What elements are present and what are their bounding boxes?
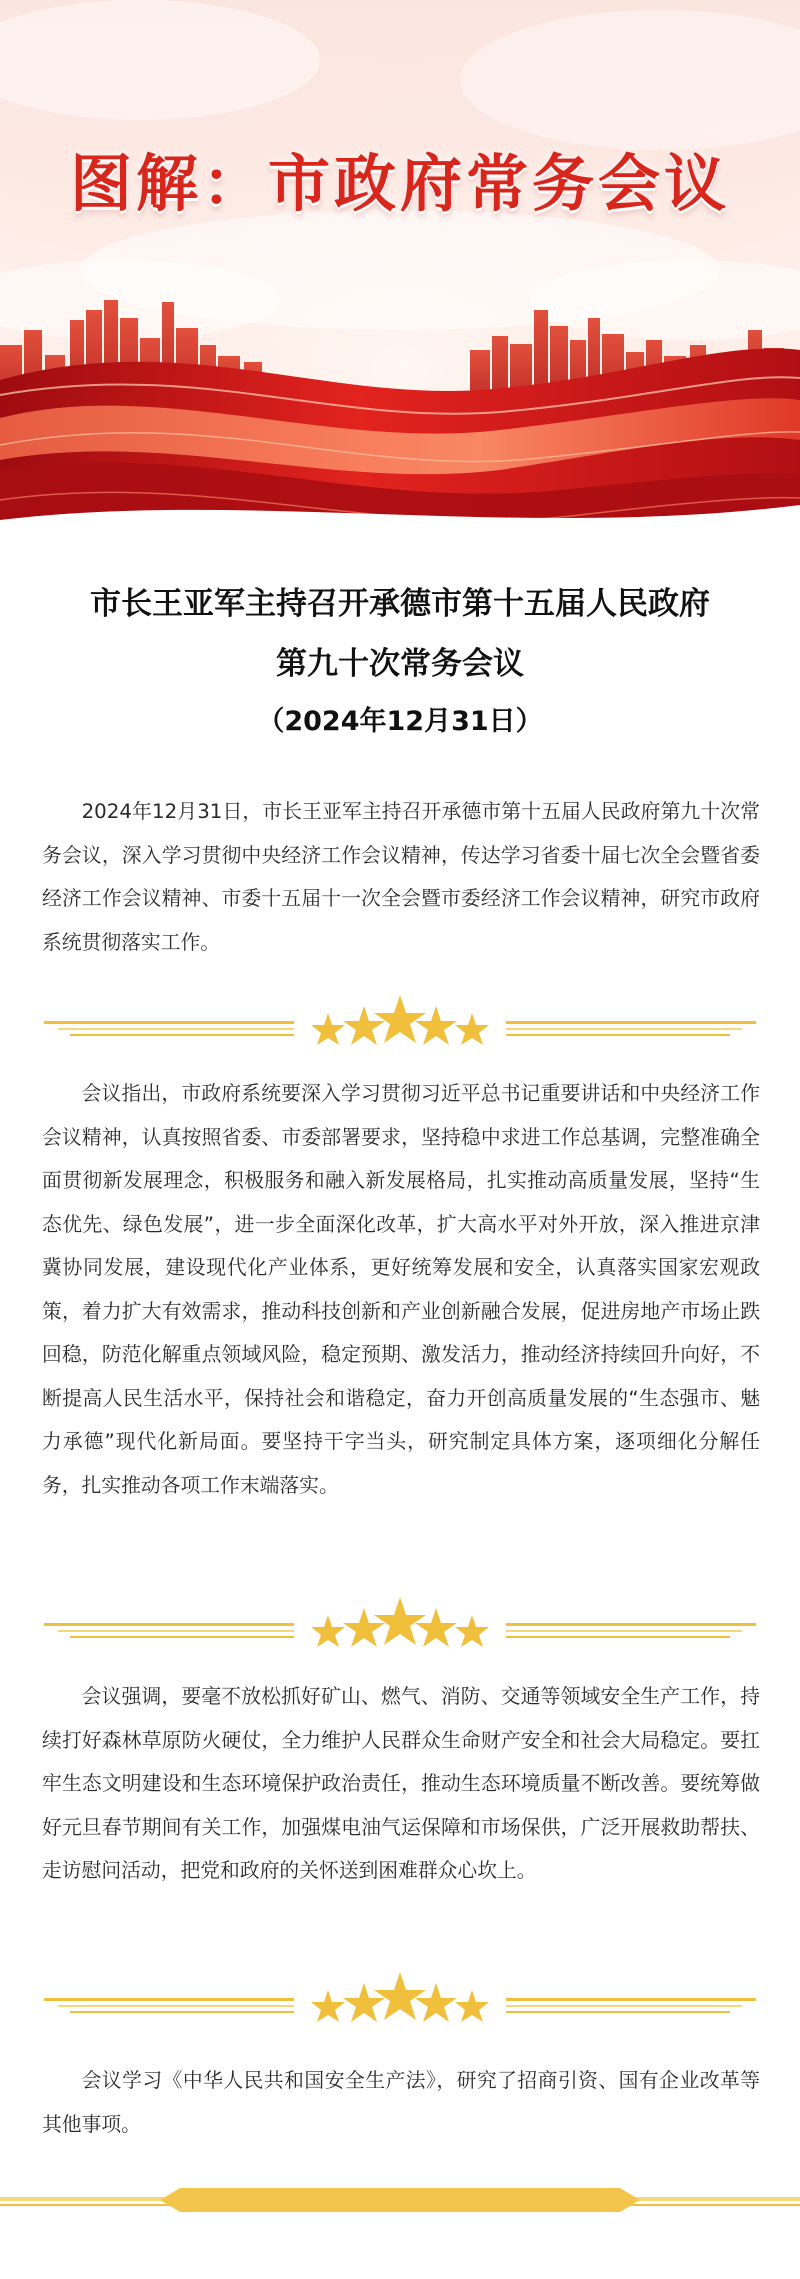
banner-title: 图解：市政府常务会议 bbox=[69, 147, 730, 220]
heading-line-1: 市长王亚军主持召开承德市第十五届人民政府 bbox=[90, 586, 710, 622]
star-divider bbox=[40, 993, 760, 1063]
footer-gold-bar bbox=[0, 2180, 800, 2220]
five-stars-icon bbox=[311, 1972, 489, 2022]
heading-line-2: 第九十次常务会议 bbox=[276, 646, 524, 682]
heading-date: （2024年12月31日） bbox=[257, 706, 543, 737]
header-banner bbox=[0, 0, 800, 565]
paragraph-emphasis: 会议强调，要毫不放松抓好矿山、燃气、消防、交通等领域安全生产工作，持续打好森林草原防火硬仗，全力维护人民群众生命财产安全和社会大局稳定。要扛牢生态文明建设和生态环境保护政治责任，推动生态环境质量不断改善。要统筹做好元旦春节期间有关工作，加强煤电油气运保障和市场保供，广泛开展救助帮扶、走访慰问活动，把党和政府的关怀送到困难群众心坎上。 bbox=[42, 1685, 760, 1882]
divider-rule-left bbox=[44, 1998, 294, 2013]
star-divider bbox=[40, 1970, 760, 2040]
divider-rule-right bbox=[506, 1021, 756, 1036]
paragraph-meeting-points: 会议指出，市政府系统要深入学习贯彻习近平总书记重要讲话和中央经济工作会议精神，认真按照省委、市委部署要求，坚持稳中求进工作总基调，完整准确全面贯彻新发展理念，积极服务和融入新发展格局，扎实推动高质量发展，坚持“生态优先、绿色发展”，进一步全面深化改革，扩大高水平对外开放，深入推进京津冀协同发展，建设现代化产业体系，更好统筹发展和安全，认真落实国家宏观政策，着力扩大有效需求，推动科技创新和产业创新融合发展，促进房地产市场止跌回稳，防范化解重点领域风险，稳定预期、激发活力，推动经济持续回升向好，不断提高人民生活水平，保持社会和谐稳定，奋力开创高质量发展的“生态强市、魅力承德”现代化新局面。要坚持干字当头，研究制定具体方案，逐项细化分解任务，扎实推动各项工作末端落实。 bbox=[42, 1082, 760, 1497]
five-stars-icon bbox=[311, 995, 489, 1045]
divider-rule-left bbox=[44, 1021, 294, 1036]
paragraph-intro: 2024年12月31日，市长王亚军主持召开承德市第十五届人民政府第九十次常务会议，深入学习贯彻中央经济工作会议精神，传达学习省委十届七次全会暨省委经济工作会议精神、市委十五届十一次全会暨市委经济工作会议精神，研究市政府系统贯彻落实工作。 bbox=[42, 800, 760, 954]
five-stars-icon bbox=[311, 1597, 489, 1647]
article-heading bbox=[0, 574, 800, 750]
divider-rule-right bbox=[506, 1623, 756, 1638]
star-divider bbox=[40, 1595, 760, 1665]
paragraph-other-items: 会议学习《中华人民共和国安全生产法》，研究了招商引资、国有企业改革等其他事项。 bbox=[42, 2069, 760, 2136]
divider-rule-left bbox=[44, 1623, 294, 1638]
divider-rule-right bbox=[506, 1998, 756, 2013]
banner-art bbox=[0, 0, 800, 565]
